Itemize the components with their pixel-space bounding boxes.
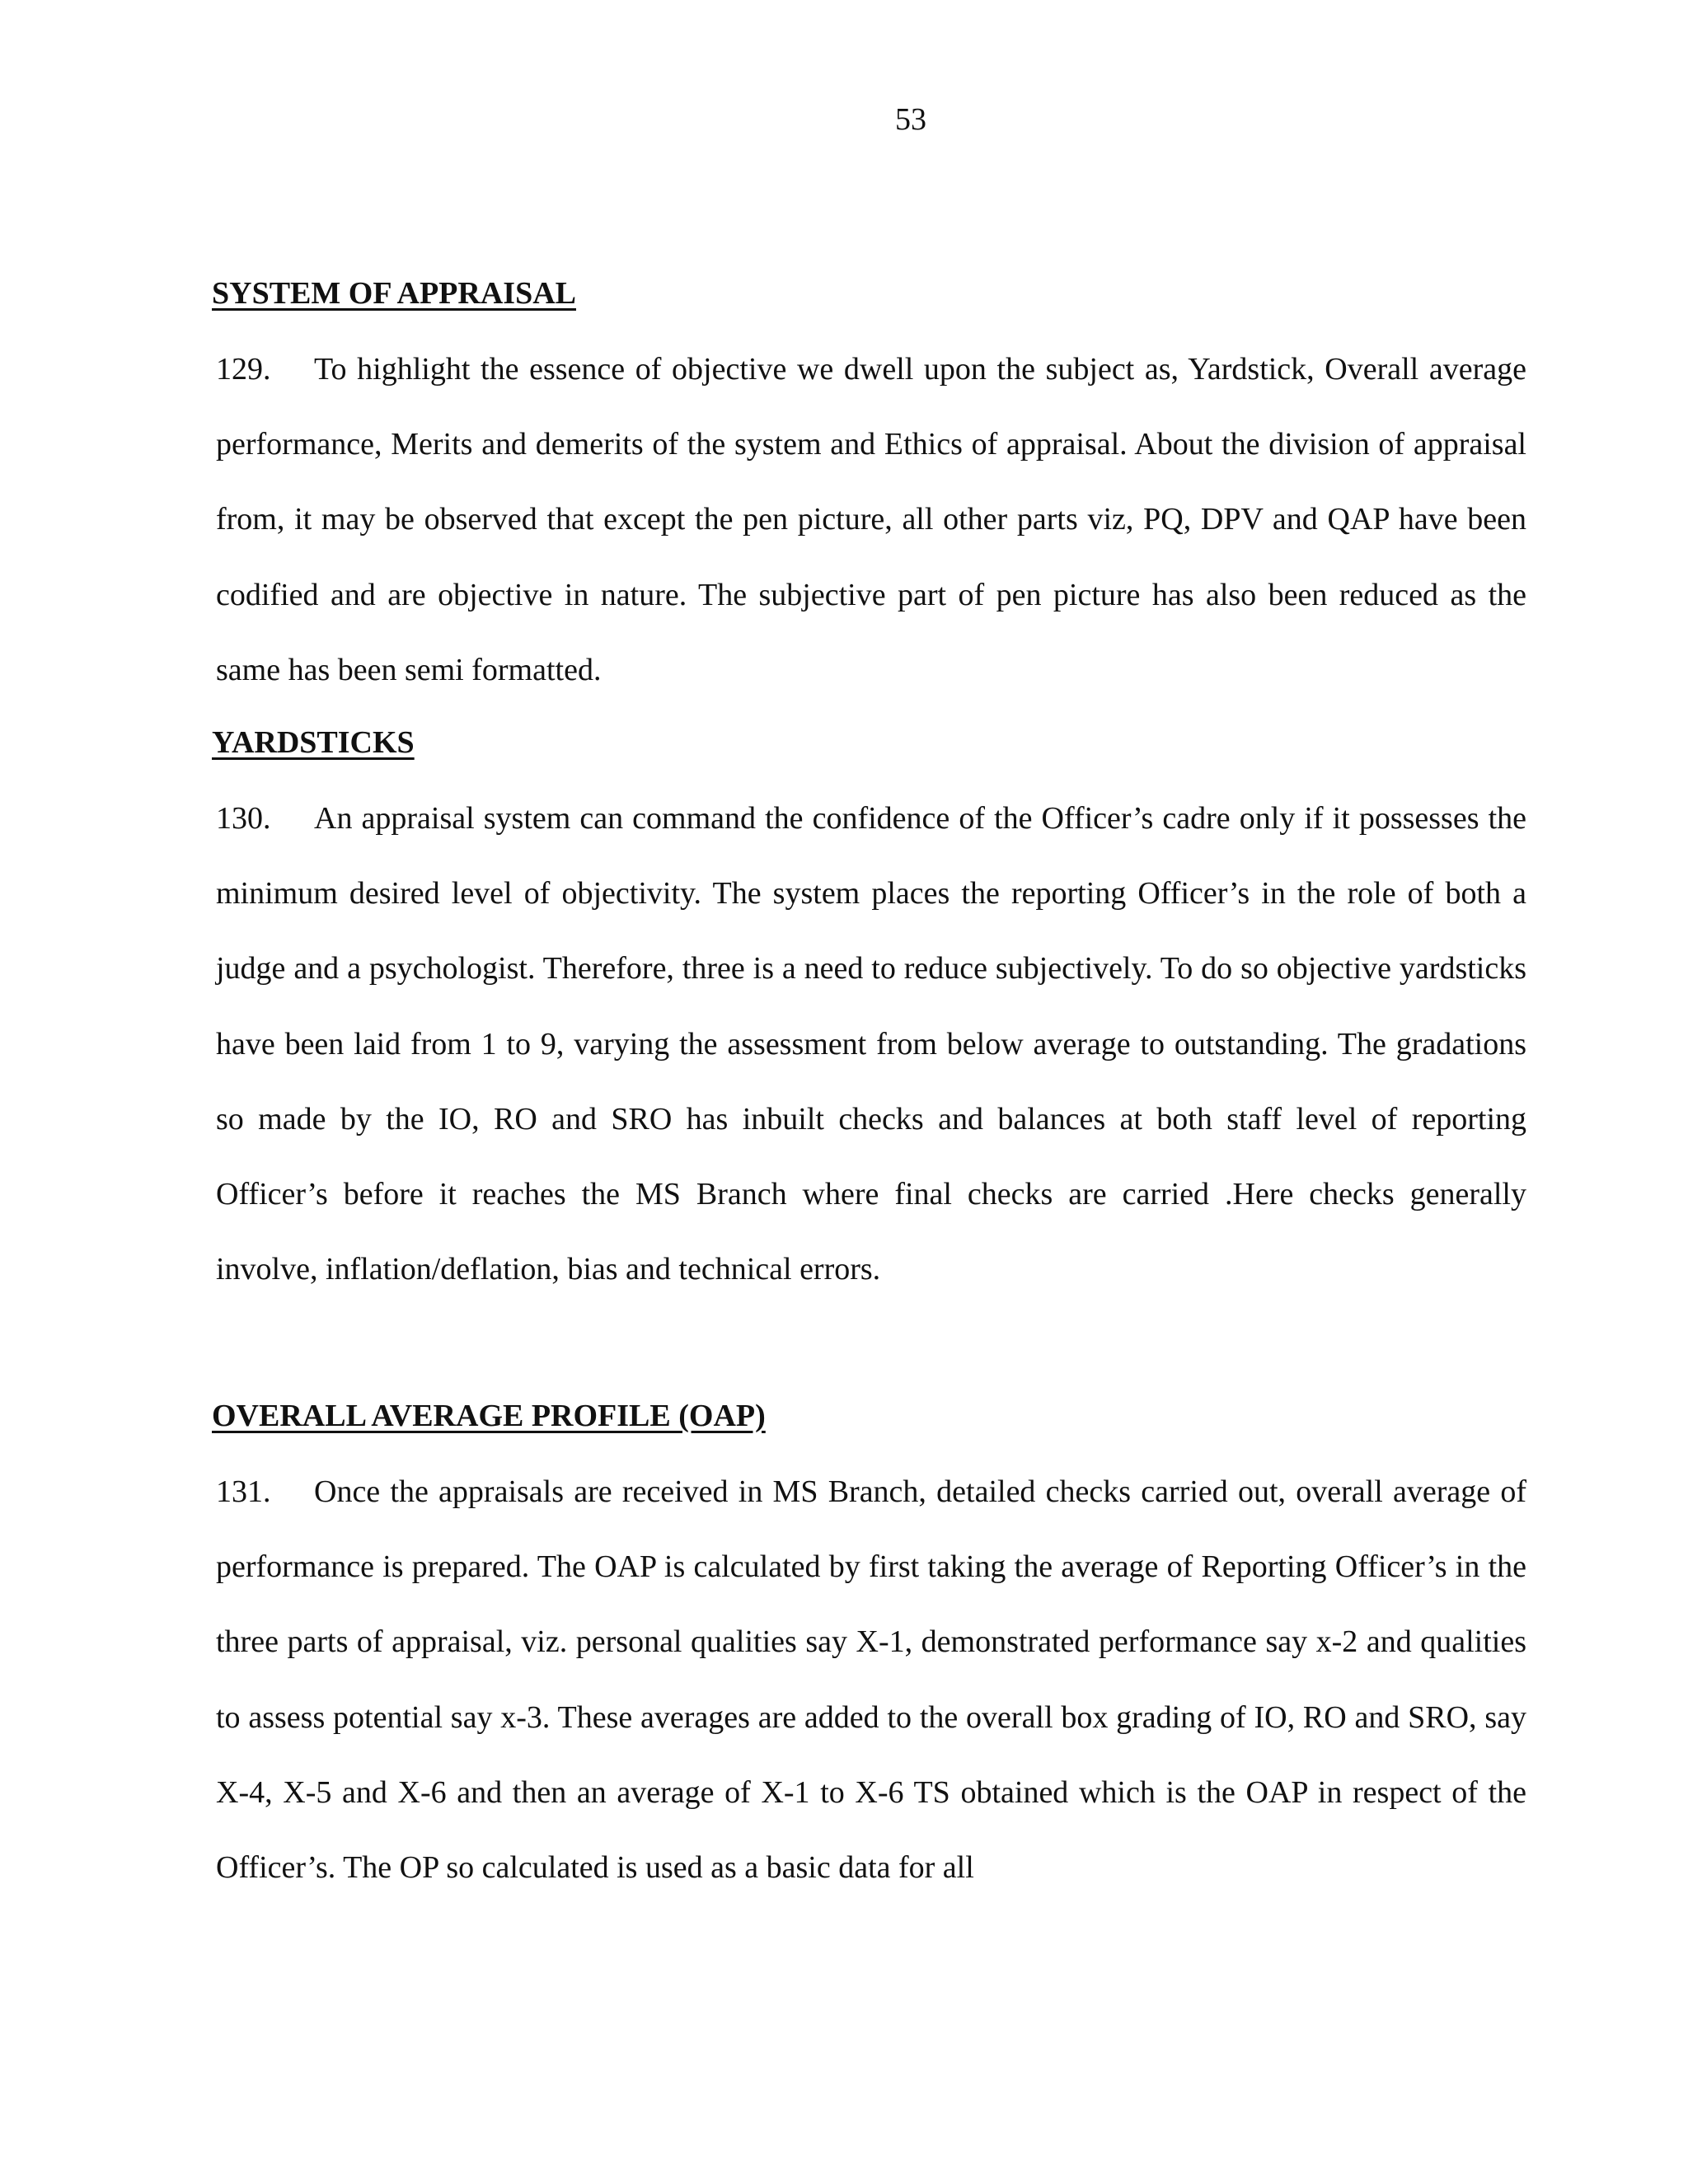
section-heading-yardsticks: YARDSTICKS — [212, 725, 415, 760]
paragraph-number: 131. — [216, 1474, 271, 1509]
paragraph-number: 130. — [216, 801, 271, 836]
section-heading-overall-average-profile: OVERALL AVERAGE PROFILE (OAP) — [212, 1399, 766, 1433]
paragraph-number: 129. — [216, 352, 271, 387]
paragraph-130 — [216, 781, 1526, 1307]
paragraph-text: An appraisal system can command the confidence of the Officer’s cadre only if it possesses the minimum desired level of objectivity. The system places the reporting Officer’s in the role of both a judge and a psychologist. Therefore, three is a need to reduce subjectively. To do so objective yardsticks have been laid from 1 to 9, varying the assessment from below average to outstanding. The gradations so made by the IO, RO and SRO has inbuilt checks and balances at both staff level of reporting Officer’s before it reaches the MS Branch where final checks are carried .Here checks generally involve, inflation/deflation, bias and technical errors. — [216, 801, 1526, 1287]
page-number: 53 — [895, 102, 926, 137]
paragraph-text: Once the appraisals are received in MS Branch, detailed checks carried out, overall average of performance is prepared. The OAP is calculated by first taking the average of Reporting Officer’s in the three parts of appraisal, viz. personal qualities say X-1, demonstrated performance say x-2 and qualities to assess potential say x-3. These averages are added to the overall box grading of IO, RO and SRO, say X-4, X-5 and X-6 and then an average of X-1 to X-6 TS obtained which is the OAP in respect of the Officer’s. The OP so calculated is used as a basic data for all — [216, 1474, 1526, 1886]
paragraph-text: To highlight the essence of objective we dwell upon the subject as, Yardstick, Overall average performance, Merits and demerits of the system and Ethics of appraisal. About the division of appraisal from, it may be observed that except the pen picture, all other parts viz, PQ, DPV and QAP have been codified and are objective in nature. The subjective part of pen picture has also been reduced as the same has been semi formatted. — [216, 352, 1526, 687]
paragraph-131 — [216, 1455, 1526, 1905]
paragraph-129 — [216, 332, 1526, 708]
section-heading-system-of-appraisal: SYSTEM OF APPRAISAL — [212, 276, 576, 311]
